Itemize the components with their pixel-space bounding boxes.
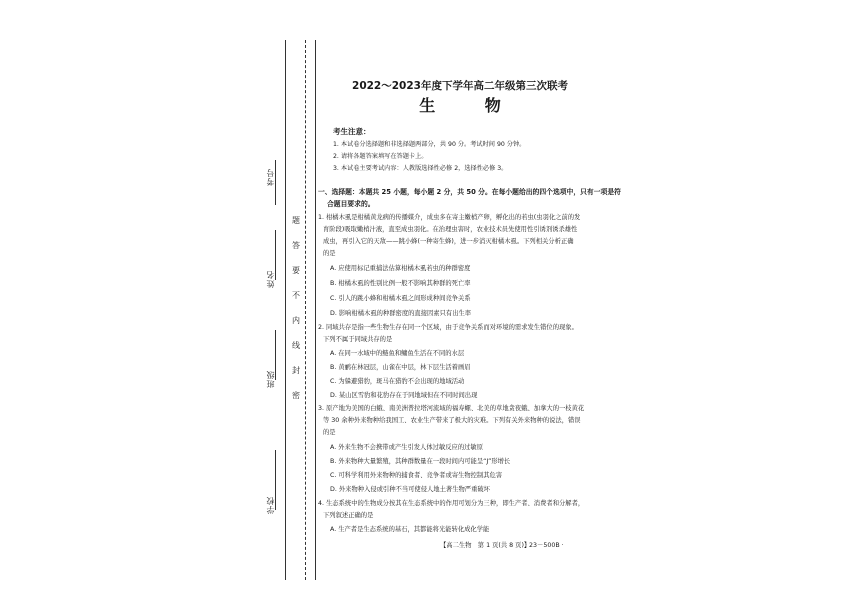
notice-heading: 考生注意：: [333, 127, 371, 136]
question-3-option-c: C. 可科学利用外来物种的捕食者、竞争者或寄生物控制其危害: [330, 472, 503, 479]
question-2-option-c: C. 为躲避猎豹，斑马在猎豹不会出现的地域活动: [330, 378, 465, 385]
subject-title: 生 物: [419, 96, 523, 115]
question-2-option-b: B. 黄鹂在林冠层，山雀在中层，林下层生活着画眉: [330, 364, 471, 371]
question-2-line: 2. 同域共存是指一些生物生存在同一个区域，由于竞争关系而对环境的需求发生错位的现象。: [318, 324, 578, 331]
name-label: 姓名: [266, 270, 275, 288]
seal-char: 不: [292, 291, 300, 300]
question-1-option-c: C. 引人的跳小蜂和柑橘木虱之间形成种间竞争关系: [330, 295, 471, 302]
seal-char: 线: [292, 341, 300, 350]
seal-char: 内: [292, 316, 300, 325]
section-heading: 一、选择题：本题共 25 小题，每小题 2 分，共 50 分。在每小题给出的四个选项中，只有一项是符: [318, 188, 621, 196]
question-4-line: 下列叙述正确的是: [323, 512, 374, 519]
exam-no-label: 考号: [266, 168, 275, 186]
question-1-line: 的是: [323, 250, 336, 257]
question-1-option-a: A. 应使用标记重捕法估算柑橘木虱若虫的种群密度: [330, 265, 471, 272]
exam-title: 2022～2023年度下学年高二年级第三次联考: [352, 80, 568, 92]
question-2-option-d: D. 某山区雪豹和花豹存在于同地域但在不同时间出现: [330, 392, 478, 399]
binding-line-solid: [285, 40, 286, 580]
binding-line-inner: [315, 40, 316, 580]
question-4-line: 4. 生态系统中的生物成分按其在生态系统中的作用可划分为三种，即生产者、消费者和分解者，: [318, 500, 585, 507]
binding-line-dashed: [305, 40, 306, 580]
question-3-option-a: A. 外来生物不会携带或产生引发人体过敏反应的过敏原: [330, 444, 484, 451]
class-label: 班级: [266, 370, 275, 388]
question-1-option-b: B. 柑橘木虱的性别比例一般不影响其种群的死亡率: [330, 280, 471, 287]
section-heading-cont: 合题目要求的。: [327, 200, 375, 208]
seal-char: 题: [292, 216, 300, 225]
question-2-option-a: A. 在同一水域中的鲢鱼和鳙鱼生活在不同的水层: [330, 350, 465, 357]
question-3-option-d: D. 外来物种入侵或引种不当可使侵人地土著生物严重破坏: [330, 486, 490, 493]
paper-code: · 23－500B ·: [525, 542, 564, 549]
notice-item: 3. 本试卷主要考试内容：人教版选择性必修 2，选择性必修 3。: [333, 165, 508, 172]
question-4-option-a: A. 生产者是生态系统的基石，其都能将光能转化成化学能: [330, 526, 490, 533]
question-3-line: 3. 原产地为美国的白蛾、南美洲普拉塔河流域的福寿螺、北美的草地贪夜蛾、加拿大的一枝黄花: [318, 405, 585, 412]
seal-char: 答: [292, 241, 300, 250]
seal-char: 密: [292, 391, 300, 400]
question-3-line: 的是: [323, 429, 336, 436]
question-3-line: 等 30 余种外来物种给我国工、农业生产带来了极大的灾难。下列有关外来物种的说法，错误: [323, 417, 581, 424]
notice-item: 2. 请将各题答案填写在答题卡上。: [333, 153, 428, 160]
notice-item: 1. 本试卷分选择题和非选择题两部分，共 90 分。考试时间 90 分钟。: [333, 141, 526, 148]
question-1-line: 1. 柑橘木虱是柑橘黄龙病的传播媒介，成虫多在寄主嫩梢产卵，孵化出的若虫(虫羽化之前的发: [318, 214, 581, 221]
seal-char: 要: [292, 266, 300, 275]
question-1-line: 育阶段)吸取嫩梢汁液，直至成虫羽化。在治理虫害时，农业技术员先使用性引诱剂诱杀雄性: [323, 226, 578, 233]
question-2-line: 下列不属于同域共存的是: [323, 336, 393, 343]
seal-char: 封: [292, 366, 300, 375]
school-label: 学校: [266, 496, 275, 514]
binding-margin: [255, 40, 317, 580]
page-footer: 【高二生物 第 1 页(共 8 页)】: [440, 542, 531, 549]
question-3-option-b: B. 外来物种大量繁殖，其种群数量在一段时间内可能呈“J”形增长: [330, 458, 511, 465]
question-1-line: 成虫，再引入它的天敌——跳小蜂(一种寄生蜂)，进一步消灭柑橘木虱。下列相关分析正确: [323, 238, 574, 245]
question-1-option-d: D. 影响柑橘木虱的种群密度的直接因素只有出生率: [330, 310, 472, 317]
